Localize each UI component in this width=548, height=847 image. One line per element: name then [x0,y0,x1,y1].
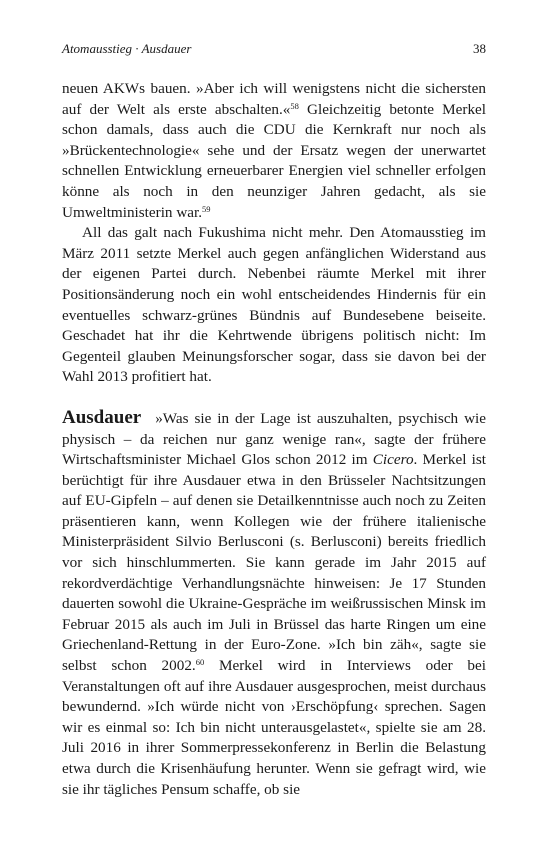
footnote-ref-58: 58 [290,100,299,111]
running-header [62,41,486,57]
section-heading: Ausdauer [62,406,142,428]
paragraph-1-text-b: Gleichzeitig betonte Merkel schon damals, dass auch die CDU die Kernkraft nur noch als »Brückentechnologie« sehe und der Ersatz wegen der unerwartet schnellen Entwicklung erneuerbarer Energien viel schneller erfolgen könne als noch in den neunziger Jahren gedacht, als sie Umweltministerin war. [62,100,486,221]
footnote-ref-60: 60 [195,657,205,668]
footnote-ref-59: 59 [202,203,211,214]
source-title: Cicero [372,451,414,469]
running-title: Atomausstieg · Ausdauer [62,41,192,56]
paragraph-1-text-a: neuen AKWs bauen. »Aber ich will wenigstens nicht die sichersten auf der Welt als erste abschalten.« [62,80,486,118]
section-text-a: »Was sie in der Lage ist auszuhalten, psychisch wie physisch – da reichen nur ganz wenige ran«, sagte der frühere Wirtschaftsminister Michael Glos schon 2012 im [62,409,486,469]
section-text-c: Merkel wird in Interviews oder bei Veranstaltungen oft auf ihre Ausdauer ausgesprochen, meist durchaus bewundernd. »Ich würde nicht von ›Erschöpfung‹ sprechen. Sagen wir es einmal so: Ich bin nicht unterausgelastet«, spielte sie am 28. Juli 2016 in ihrer Sommerpressekonferenz in Berlin die Belastung etwa durch die Krisenhäufung herunter. Wenn sie gefragt wird, wie sie ihr tägliches Pensum schaffe, ob sie [62,657,486,798]
section-ausdauer [62,408,486,800]
paragraph-1 [62,79,486,223]
section-text-b: . Merkel ist berüchtigt für ihre Ausdauer etwa in den Brüsseler Nachtsitzungen auf EU-Gipfeln – auf denen sie Detailkenntnisse auch noch zu Zeiten präsentieren kann, wenn Kollegen wie der frühere italienische Ministerpräsident Silvio Berlusconi (s. Berlusconi) bereits friedlich vor sich hinschlummerten. Sie kann gerade im Jahr 2015 auf rekordverdächtige Verhandlungsnächte hinweisen: Je 17 Stunden dauerten sowohl die Ukraine-Gespräche im weißrussischen Minsk im Februar 2015 als auch im Juli in Brüssel das harte Ringen um eine Griechenland-Rettung in der Euro-Zone. »Ich bin zäh«, sagte sie selbst schon 2002. [62,451,486,675]
paragraph-2: All das galt nach Fukushima nicht mehr. Den Atomausstieg im März 2011 setzte Merkel auch gegen anfänglichen Widerstand aus der eigenen Partei durch. Nebenbei räumte Merkel mit ihrer Positionsänderung noch ein wohl entscheidendes Hindernis für ein eventuelles schwarz-grünes Bündnis auf Bundesebene beiseite. Geschadet hat ihr die Kehrtwende übrigens politisch nicht: Im Gegenteil glauben Meinungsforscher sogar, dass sie davon bei der Wahl 2013 profitiert hat. [62,224,486,386]
page-number: 38 [473,41,486,56]
text-block [62,79,486,800]
